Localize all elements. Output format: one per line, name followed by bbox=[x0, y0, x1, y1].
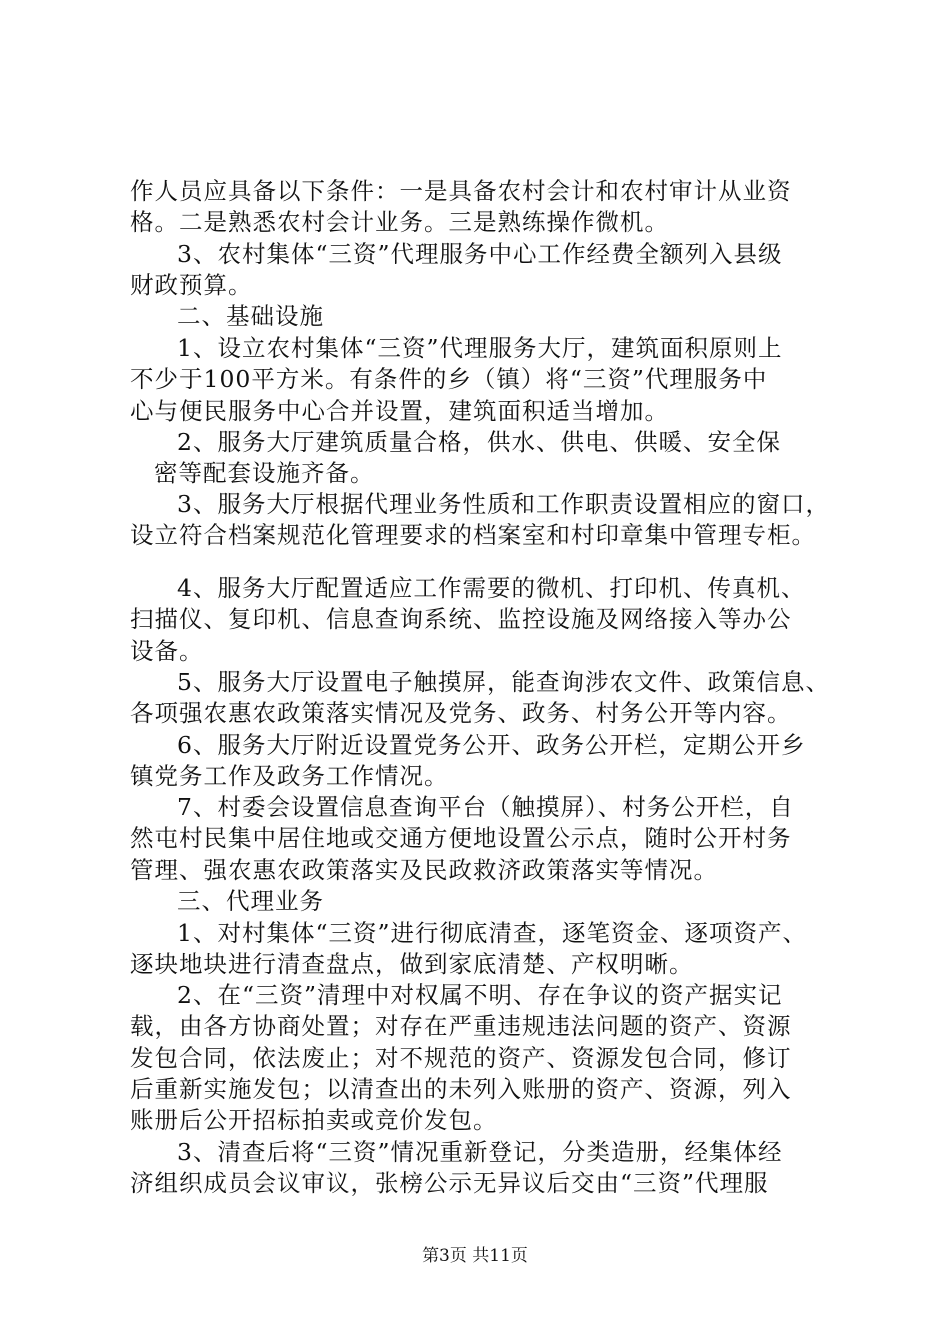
text-line: 管理、强农惠农政策落实及民政救济政策落实等情况。 bbox=[130, 856, 718, 884]
text-line: 3、服务大厅根据代理业务性质和工作职责设置相应的窗口， bbox=[177, 490, 830, 518]
text-line: 后重新实施发包；以清查出的未列入账册的资产、资源，列入 bbox=[130, 1075, 792, 1103]
text-line: 2、在“三资”清理中对权属不明、存在争议的资产据实记 bbox=[177, 981, 783, 1009]
page-footer: 第3页 共11页 bbox=[422, 1246, 528, 1266]
text-line: 5、服务大厅设置电子触摸屏，能查询涉农文件、政策信息、 bbox=[177, 668, 830, 696]
text-line: 心与便民服务中心合并设置，建筑面积适当增加。 bbox=[130, 397, 669, 425]
text-line: 格。二是熟悉农村会计业务。三是熟练操作微机。 bbox=[130, 208, 669, 236]
text-line: 6、服务大厅附近设置党务公开、政务公开栏，定期公开乡 bbox=[177, 731, 806, 759]
text-line: 载，由各方协商处置；对存在严重违规违法问题的资产、资源 bbox=[130, 1012, 792, 1040]
text-line: 1、设立农村集体“三资”代理服务大厅，建筑面积原则上 bbox=[177, 334, 783, 362]
text-line: 扫描仪、复印机、信息查询系统、监控设施及网络接入等办公 bbox=[130, 605, 792, 633]
text-line: 1、对村集体“三资”进行彻底清查，逐笔资金、逐项资产、 bbox=[177, 919, 807, 947]
text-line: 账册后公开招标拍卖或竞价发包。 bbox=[130, 1106, 498, 1134]
text-line: 财政预算。 bbox=[130, 271, 253, 299]
text-line: 3、农村集体“三资”代理服务中心工作经费全额列入县级 bbox=[177, 240, 783, 268]
text-line: 各项强农惠农政策落实情况及党务、政务、村务公开等内容。 bbox=[130, 699, 792, 727]
section-heading: 三、代理业务 bbox=[177, 887, 324, 915]
text-line: 设立符合档案规范化管理要求的档案室和村印章集中管理专柜。 bbox=[130, 521, 816, 549]
text-line: 不少于100平方米。有条件的乡（镇）将“三资”代理服务中 bbox=[130, 365, 768, 393]
section-heading: 二、基础设施 bbox=[177, 302, 324, 330]
text-line: 7、村委会设置信息查询平台（触摸屏）、村务公开栏，自 bbox=[177, 793, 794, 821]
text-line: 4、服务大厅配置适应工作需要的微机、打印机、传真机、 bbox=[177, 574, 806, 602]
text-line: 济组织成员会议审议，张榜公示无异议后交由“三资”代理服 bbox=[130, 1169, 769, 1197]
text-line: 设备。 bbox=[130, 637, 204, 665]
text-line: 2、服务大厅建筑质量合格，供水、供电、供暖、安全保 bbox=[177, 428, 781, 456]
text-line: 作人员应具备以下条件：一是具备农村会计和农村审计从业资 bbox=[130, 177, 792, 205]
text-line: 3、清查后将“三资”情况重新登记，分类造册，经集体经 bbox=[177, 1138, 783, 1166]
text-line: 镇党务工作及政务工作情况。 bbox=[130, 762, 449, 790]
text-line: 发包合同，依法废止；对不规范的资产、资源发包合同，修订 bbox=[130, 1044, 792, 1072]
text-line: 然屯村民集中居住地或交通方便地设置公示点，随时公开村务 bbox=[130, 824, 792, 852]
text-line: 逐块地块进行清查盘点，做到家底清楚、产权明晰。 bbox=[130, 950, 694, 978]
text-line: 密等配套设施齐备。 bbox=[154, 459, 375, 487]
